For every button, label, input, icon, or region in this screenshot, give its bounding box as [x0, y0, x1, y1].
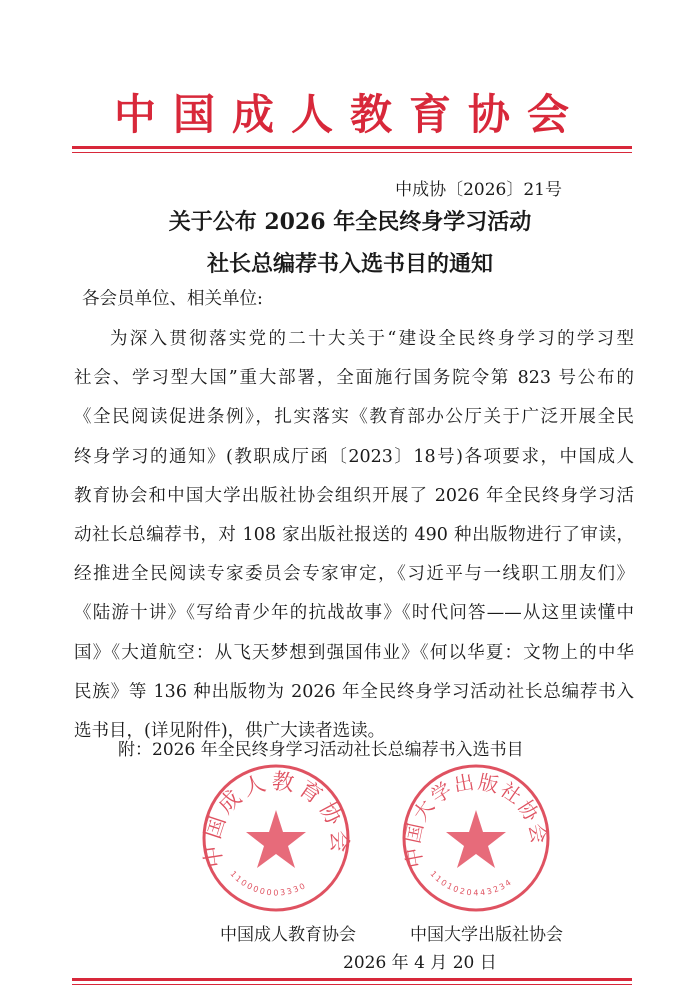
issue-date: 2026 年 4 月 20 日 — [343, 953, 497, 973]
title-line-1: 关于公布 2026 年全民终身学习活动 — [168, 209, 532, 235]
svg-text:1101020443234 — [428, 869, 514, 897]
signature-right: 中国大学出版社协会 — [410, 925, 563, 945]
seal-left — [200, 762, 352, 914]
seal-right-number: 1101020443234 — [428, 869, 515, 898]
seal-right-text: 中国大学出版社协会 — [400, 769, 552, 870]
footer-rule-thick — [72, 978, 632, 981]
document-number: 中成协〔2026〕21号 — [395, 180, 562, 200]
letterhead-title: 中国成人教育协会 — [113, 90, 586, 139]
star-icon — [446, 810, 506, 868]
attachment-note: 附：2026 年全民终身学习活动社长总编荐书入选书目 — [118, 740, 524, 760]
body-line: 选书目，(详见附件)，供广大读者选读。 — [74, 720, 386, 741]
seal-right — [400, 762, 552, 914]
title-line-2: 社长总编荐书入选书目的通知 — [206, 251, 493, 277]
footer-rule-thin — [72, 984, 632, 985]
body-line: 经推进全民阅读专家委员会专家审定，《习近平与一线职工朋友们》 — [74, 564, 634, 585]
seal-left-number: 110000003330 — [228, 869, 309, 898]
body-line: 教育协会和中国大学出版社协会组织开展了 2026 年全民终身学习活 — [74, 485, 634, 506]
svg-text:110000003330 — [228, 869, 308, 897]
body-line: 为深入贯彻落实党的二十大关于“建设全民终身学习的学习型 — [110, 329, 634, 349]
body-paragraph — [74, 325, 634, 756]
body-line: 国》《大道航空：从飞天梦想到强国伟业》《何以华夏：文物上的中华 — [74, 642, 634, 663]
body-line: 《全民阅读促进条例》，扎实落实《教育部办公厅关于广泛开展全民 — [74, 407, 634, 428]
header-rule-thin — [72, 152, 632, 153]
header-rule-thick — [72, 146, 632, 149]
body-line: 民族》等 136 种出版物为 2026 年全民终身学习活动社长总编荐书入 — [74, 681, 634, 702]
body-line: 《陆游十讲》《写给青少年的抗战故事》《时代问答——从这里读懂中 — [74, 603, 634, 624]
body-line: 动社长总编荐书，对 108 家出版社报送的 490 种出版物进行了审读， — [74, 524, 634, 545]
salutation: 各会员单位、相关单位: — [82, 289, 263, 309]
body-line: 终身学习的通知》(教职成厅函〔2023〕18号)各项要求，中国成人 — [74, 446, 634, 467]
star-icon — [246, 810, 306, 868]
body-line: 社会、学习型大国”重大部署，全面施行国务院令第 823 号公布的 — [74, 368, 634, 389]
seal-left-text: 中国成人教育协会 — [200, 769, 352, 870]
signature-left: 中国成人教育协会 — [220, 925, 356, 945]
